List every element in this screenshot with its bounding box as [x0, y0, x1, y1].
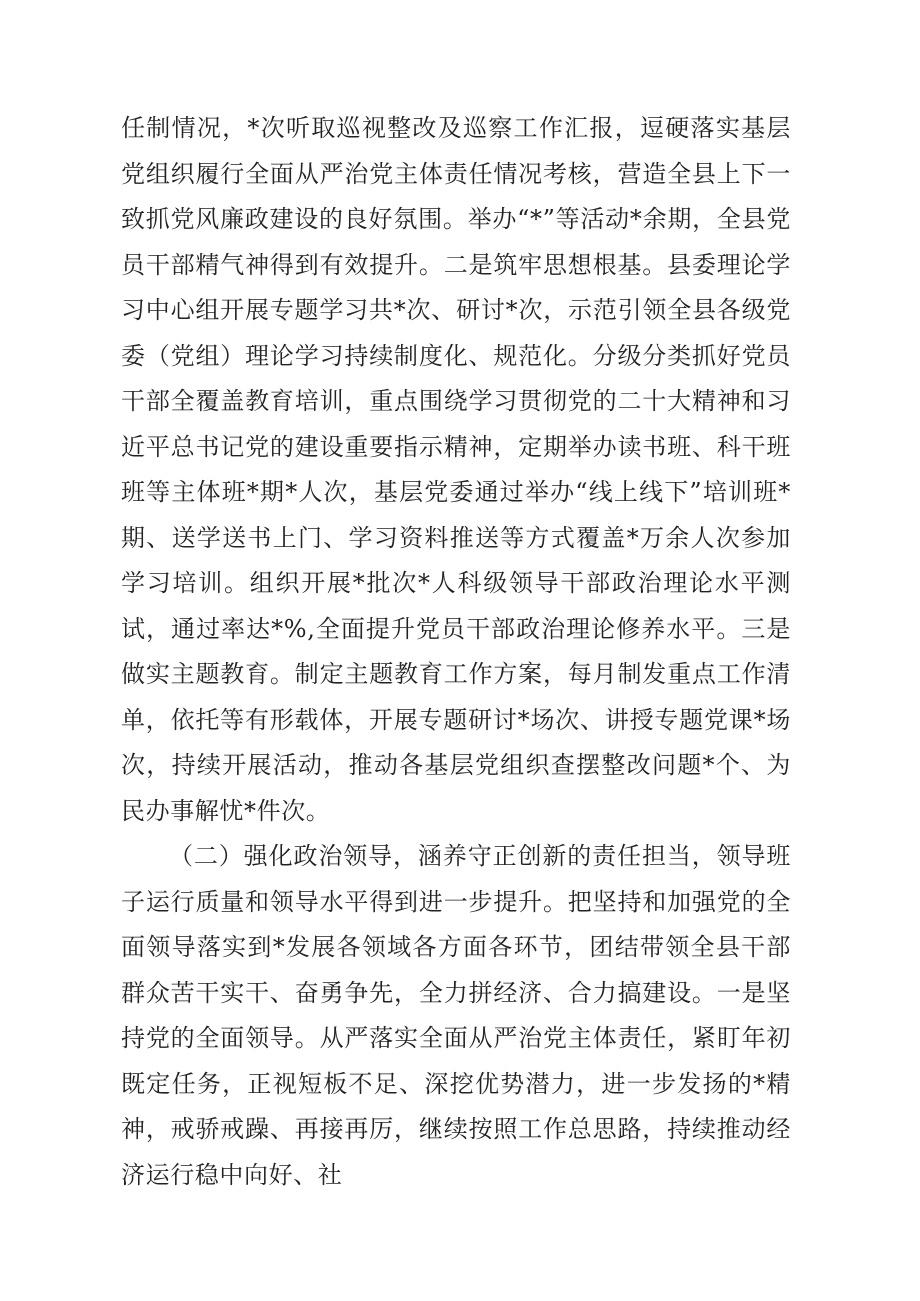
body-paragraph-section-two: （二）强化政治领导，涵养守正创新的责任担当，领导班子运行质量和领导水平得到进一步提升。把坚持和加强党的全面领导落实到*发展各领域各方面各环节，团结带领全县干部群众苦干实干、奋勇争先，全力拼经济、合力搞建设。一是坚持党的全面领导。从严落实全面从严治党主体责任，紧盯年初既定任务，正视短板不足、深挖优势潜力，进一步发扬的*精神，戒骄戒躁、再接再厉，继续按照工作总思路，持续推动经济运行稳中向好、社 — [121, 842, 791, 1189]
body-paragraph: 任制情况，*次听取巡视整改及巡察工作汇报，逗硬落实基层党组织履行全面从严治党主体责任情况考核，营造全县上下一致抓党风廉政建设的良好氛围。举办“*”等活动*余期，全县党员干部精气神得到有效提升。二是筑牢思想根基。县委理论学习中心组开展专题学习共*次、研讨*次，示范引领全县各级党委（党组）理论学习持续制度化、规范化。分级分类抓好党员干部全覆盖教育培训，重点围绕学习贯彻党的二十大精神和习近平总书记党的建设重要指示精神，定期举办读书班、科干班班等主体班*期*人次，基层党委通过举办“线上线下”培训班*期、送学送书上门、学习资料推送等方式覆盖*万余人次参加学习培训。组织开展*批次*人科级领导干部政治理论水平测试，通过率达*%,全面提升党员干部政治理论修养水平。三是做实主题教育。制定主题教育工作方案，每月制发重点工作清单，依托等有形载体，开展专题研讨*场次、讲授专题党课*场次，持续开展活动，推动各基层党组织查摆整改问题*个、为民办事解忧*件次。 — [121, 114, 791, 825]
document-body — [121, 106, 791, 1198]
